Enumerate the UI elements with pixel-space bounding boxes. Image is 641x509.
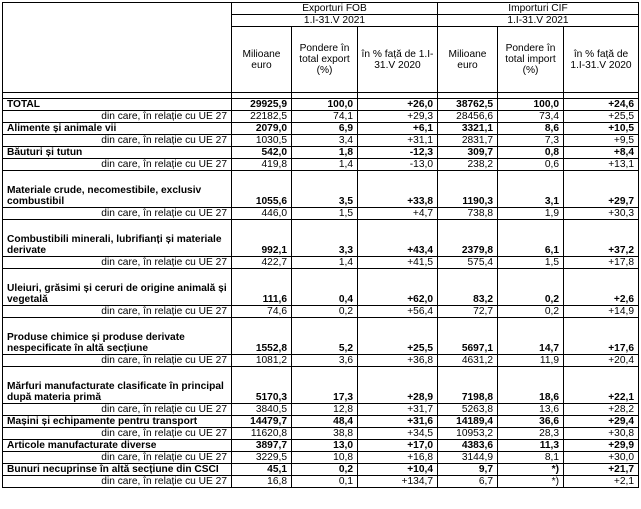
import-share-cell: 0,2 [498,269,564,306]
import-value-cell: 10953,2 [438,428,498,440]
export-value-cell: 3840,5 [232,404,292,416]
export-change-cell: +17,0 [358,440,438,452]
export-change-cell: +4,7 [358,208,438,220]
eu27-row [3,135,639,147]
export-change-cell: +10,4 [358,464,438,476]
export-change-cell: +31,6 [358,416,438,428]
import-value-cell: 72,7 [438,306,498,318]
import-value-cell: 1190,3 [438,171,498,208]
import-value-cell: 5697,1 [438,318,498,355]
category-label: Bunuri necuprinse în altă secțiune din CSCI [3,464,232,476]
export-value-cell: 1030,5 [232,135,292,147]
import-change-cell: +22,1 [564,367,639,404]
export-change-cell: +26,0 [358,99,438,111]
import-change-cell: +14,9 [564,306,639,318]
export-change-cell: +56,4 [358,306,438,318]
category-label: Băuturi și tutun [3,147,232,159]
category-label: TOTAL [3,99,232,111]
eu27-row [3,208,639,220]
export-share-cell: 1,4 [292,257,358,269]
eu27-label: din care, în relație cu UE 27 [3,111,232,123]
export-share-cell: 3,3 [292,220,358,257]
import-share-cell: 7,3 [498,135,564,147]
category-row [3,220,639,257]
category-row [3,171,639,208]
export-share-cell: 1,8 [292,147,358,159]
category-row [3,464,639,476]
import-value-cell: 575,4 [438,257,498,269]
export-change-cell: +25,5 [358,318,438,355]
export-share-cell: 74,1 [292,111,358,123]
category-label: Produse chimice și produse derivate nespecificate în altă secțiune [3,318,232,355]
trade-table [2,2,639,488]
import-change-cell: +30,3 [564,208,639,220]
import-value-cell: 7198,8 [438,367,498,404]
category-row [3,123,639,135]
export-value-cell: 16,8 [232,476,292,488]
col-import-value: Milioane euro [438,27,498,93]
export-value-cell: 22182,5 [232,111,292,123]
export-value-cell: 446,0 [232,208,292,220]
import-change-cell: +17,6 [564,318,639,355]
category-row [3,416,639,428]
import-value-cell: 3144,9 [438,452,498,464]
eu27-label: din care, în relație cu UE 27 [3,355,232,367]
import-change-cell: +17,8 [564,257,639,269]
import-value-cell: 9,7 [438,464,498,476]
eu27-label: din care, în relație cu UE 27 [3,135,232,147]
export-value-cell: 1055,6 [232,171,292,208]
import-share-cell: 6,1 [498,220,564,257]
col-import-change: în % față de 1.I-31.V 2020 [564,27,639,93]
import-share-cell: *) [498,464,564,476]
export-change-cell: +62,0 [358,269,438,306]
category-label: Mașini și echipamente pentru transport [3,416,232,428]
export-share-cell: 1,5 [292,208,358,220]
import-share-cell: 36,6 [498,416,564,428]
col-export-change: în % față de 1.I-31.V 2020 [358,27,438,93]
export-share-cell: 3,4 [292,135,358,147]
export-share-cell: 100,0 [292,99,358,111]
export-value-cell: 74,6 [232,306,292,318]
eu27-label: din care, în relație cu UE 27 [3,159,232,171]
import-value-cell: 238,2 [438,159,498,171]
export-value-cell: 419,8 [232,159,292,171]
import-share-cell: 0,2 [498,306,564,318]
export-value-cell: 542,0 [232,147,292,159]
import-share-cell: 11,3 [498,440,564,452]
export-share-cell: 38,8 [292,428,358,440]
export-value-cell: 2079,0 [232,123,292,135]
import-change-cell: +28,2 [564,404,639,416]
import-share-cell: 73,4 [498,111,564,123]
category-label: Alimente și animale vii [3,123,232,135]
exports-period: 1.I-31.V 2021 [232,15,438,27]
export-share-cell: 13,0 [292,440,358,452]
export-share-cell: 48,4 [292,416,358,428]
eu27-row [3,306,639,318]
category-row [3,269,639,306]
import-value-cell: 4631,2 [438,355,498,367]
eu27-label: din care, în relație cu UE 27 [3,476,232,488]
import-share-cell: 8,1 [498,452,564,464]
export-share-cell: 5,2 [292,318,358,355]
export-change-cell: +41,5 [358,257,438,269]
eu27-label: din care, în relație cu UE 27 [3,257,232,269]
export-share-cell: 6,9 [292,123,358,135]
import-share-cell: *) [498,476,564,488]
import-change-cell: +29,4 [564,416,639,428]
import-value-cell: 38762,5 [438,99,498,111]
import-change-cell: +2,1 [564,476,639,488]
export-value-cell: 1552,8 [232,318,292,355]
eu27-row [3,452,639,464]
import-change-cell: +30,0 [564,452,639,464]
export-change-cell: +134,7 [358,476,438,488]
category-row [3,367,639,404]
eu27-row [3,159,639,171]
export-change-cell: +31,7 [358,404,438,416]
import-share-cell: 100,0 [498,99,564,111]
import-value-cell: 2831,7 [438,135,498,147]
import-value-cell: 4383,6 [438,440,498,452]
export-value-cell: 14479,7 [232,416,292,428]
import-share-cell: 14,7 [498,318,564,355]
export-value-cell: 29925,9 [232,99,292,111]
eu27-row [3,355,639,367]
import-change-cell: +37,2 [564,220,639,257]
col-export-value: Milioane euro [232,27,292,93]
import-change-cell: +25,5 [564,111,639,123]
eu27-label: din care, în relație cu UE 27 [3,404,232,416]
export-value-cell: 5170,3 [232,367,292,404]
import-share-cell: 0,6 [498,159,564,171]
export-share-cell: 0,4 [292,269,358,306]
category-label: Combustibili minerali, lubrifianți și materiale derivate [3,220,232,257]
export-change-cell: +34,5 [358,428,438,440]
export-share-cell: 1,4 [292,159,358,171]
import-share-cell: 18,6 [498,367,564,404]
category-label: Mărfuri manufacturate clasificate în principal după materia primă [3,367,232,404]
import-value-cell: 6,7 [438,476,498,488]
import-change-cell: +10,5 [564,123,639,135]
import-value-cell: 3321,1 [438,123,498,135]
import-value-cell: 309,7 [438,147,498,159]
imports-title: Importuri CIF [438,3,639,15]
export-change-cell: +16,8 [358,452,438,464]
export-share-cell: 0,1 [292,476,358,488]
col-import-share: Pondere în total import (%) [498,27,564,93]
export-change-cell: +31,1 [358,135,438,147]
export-share-cell: 3,6 [292,355,358,367]
category-row [3,147,639,159]
category-row [3,440,639,452]
import-value-cell: 28456,6 [438,111,498,123]
import-change-cell: +29,9 [564,440,639,452]
col-export-share: Pondere în total export (%) [292,27,358,93]
import-share-cell: 13,6 [498,404,564,416]
import-value-cell: 2379,8 [438,220,498,257]
import-change-cell: +30,8 [564,428,639,440]
import-change-cell: +29,7 [564,171,639,208]
export-share-cell: 0,2 [292,464,358,476]
import-change-cell: +20,4 [564,355,639,367]
eu27-row [3,404,639,416]
import-value-cell: 738,8 [438,208,498,220]
header-blank [3,3,232,93]
eu27-label: din care, în relație cu UE 27 [3,208,232,220]
export-change-cell: +28,9 [358,367,438,404]
export-change-cell: +29,3 [358,111,438,123]
eu27-row [3,428,639,440]
export-change-cell: +33,8 [358,171,438,208]
export-change-cell: +6,1 [358,123,438,135]
category-row [3,99,639,111]
category-label: Uleiuri, grăsimi și ceruri de origine animală și vegetală [3,269,232,306]
import-change-cell: +24,6 [564,99,639,111]
category-row [3,318,639,355]
export-share-cell: 12,8 [292,404,358,416]
export-share-cell: 10,8 [292,452,358,464]
export-value-cell: 3229,5 [232,452,292,464]
eu27-label: din care, în relație cu UE 27 [3,452,232,464]
export-share-cell: 0,2 [292,306,358,318]
export-value-cell: 45,1 [232,464,292,476]
eu27-label: din care, în relație cu UE 27 [3,428,232,440]
import-change-cell: +21,7 [564,464,639,476]
export-value-cell: 1081,2 [232,355,292,367]
import-share-cell: 0,8 [498,147,564,159]
export-change-cell: +36,8 [358,355,438,367]
export-value-cell: 992,1 [232,220,292,257]
eu27-row [3,476,639,488]
export-change-cell: +43,4 [358,220,438,257]
import-share-cell: 11,9 [498,355,564,367]
import-change-cell: +8,4 [564,147,639,159]
import-value-cell: 83,2 [438,269,498,306]
export-share-cell: 3,5 [292,171,358,208]
import-share-cell: 1,5 [498,257,564,269]
import-value-cell: 14189,4 [438,416,498,428]
category-label: Articole manufacturate diverse [3,440,232,452]
export-share-cell: 17,3 [292,367,358,404]
imports-period: 1.I-31.V 2021 [438,15,639,27]
export-value-cell: 422,7 [232,257,292,269]
import-share-cell: 8,6 [498,123,564,135]
import-share-cell: 1,9 [498,208,564,220]
import-change-cell: +2,6 [564,269,639,306]
export-value-cell: 3897,7 [232,440,292,452]
import-change-cell: +13,1 [564,159,639,171]
import-share-cell: 28,3 [498,428,564,440]
import-value-cell: 5263,8 [438,404,498,416]
eu27-row [3,257,639,269]
export-value-cell: 11620,8 [232,428,292,440]
eu27-row [3,111,639,123]
category-label: Materiale crude, necomestibile, exclusiv combustibil [3,171,232,208]
export-value-cell: 111,6 [232,269,292,306]
import-change-cell: +9,5 [564,135,639,147]
eu27-label: din care, în relație cu UE 27 [3,306,232,318]
export-change-cell: -13,0 [358,159,438,171]
import-share-cell: 3,1 [498,171,564,208]
export-change-cell: -12,3 [358,147,438,159]
exports-title: Exporturi FOB [232,3,438,15]
